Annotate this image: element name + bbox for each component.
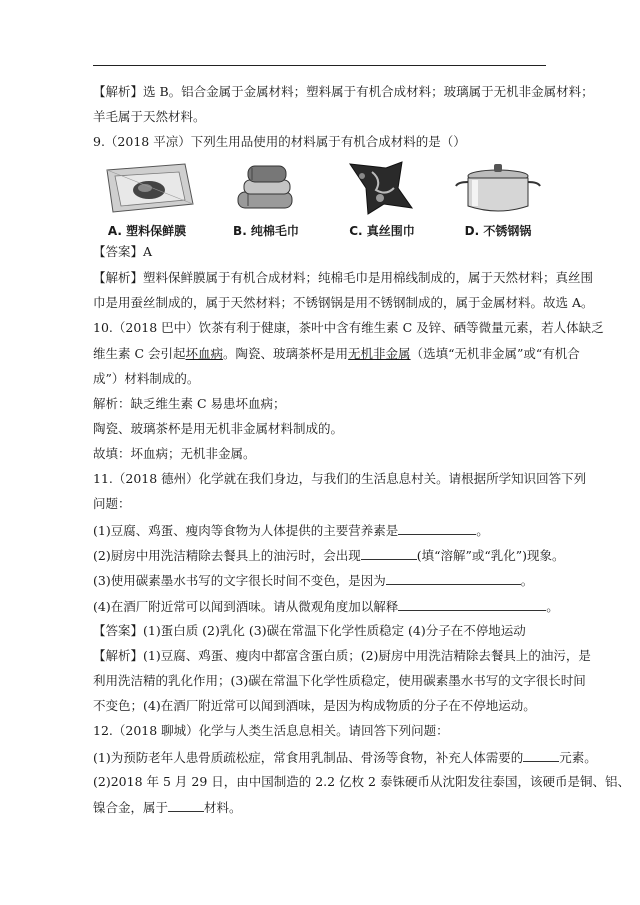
silk-scarf-icon bbox=[328, 158, 436, 220]
q10-fill-1: 坏血病 bbox=[185, 346, 224, 361]
q12-part1-end: 元素。 bbox=[559, 750, 597, 765]
q12-blank-2[interactable] bbox=[168, 799, 204, 812]
q11-analysis-2: 利用洗洁精的乳化作用；(3)碳在常温下化学性质稳定，使用碳素墨水书写的文字很长时间 bbox=[93, 673, 586, 688]
q11-part3 bbox=[93, 572, 533, 589]
q10-fill-2: 无机非金属 bbox=[348, 346, 411, 361]
q11-line1: 11.（2018 德州）化学就在我们身边，与我们的生活息息村关。请根据所学知识回答下列 bbox=[93, 471, 587, 486]
q9-option-a bbox=[93, 158, 201, 242]
cotton-towel-icon bbox=[212, 158, 320, 220]
q9-analysis-line1: 【解析】塑料保鲜膜属于有机合成材料；纯棉毛巾是用棉线制成的，属于天然材料；真丝围 bbox=[93, 270, 594, 285]
q10-analysis-2: 陶瓷、玻璃茶杯是用无机非金属材料制成的。 bbox=[93, 421, 344, 436]
analysis-8-line1: 【解析】选 B。铝合金属于金属材料；塑料属于有机合成材料；玻璃属于无机非金属材料； bbox=[93, 84, 594, 99]
q9-option-c bbox=[328, 158, 436, 242]
q9-option-b bbox=[212, 158, 320, 242]
q11-part4 bbox=[93, 598, 559, 615]
q9-stem: 9.（2018 平凉）下列生用品使用的材料属于有机合成材料的是（） bbox=[93, 134, 466, 149]
q9-option-d bbox=[444, 158, 552, 242]
q9-analysis-line2: 巾是用蚕丝制成的，属于天然材料；不锈钢锅是用不锈钢制成的，属于金属材料。故选 A。 bbox=[93, 295, 594, 310]
steel-pot-icon bbox=[444, 158, 552, 220]
q12-part2: (2)2018 年 5 月 29 日，由中国制造的 2.2 亿枚 2 泰铢硬币从沈阳发往泰国，该硬币是铜、铝、 bbox=[93, 774, 630, 789]
q12-part1-text: (1)为预防老年人患骨质疏松症，常食用乳制品、骨汤等食物，补充人体需要的 bbox=[93, 750, 524, 765]
q11-part3-end: 。 bbox=[520, 573, 534, 588]
q11-part1 bbox=[93, 522, 489, 539]
q12-part1 bbox=[93, 749, 597, 766]
q10-line2-mid: 。陶瓷、玻璃茶杯是用 bbox=[223, 346, 349, 361]
q11-blank-4[interactable] bbox=[398, 598, 546, 611]
q11-analysis-1: 【解析】(1)豆腐、鸡蛋、瘦肉中都富含蛋白质；(2)厨房中用洗洁精除去餐具上的油污，是 bbox=[93, 648, 591, 663]
q12-blank-1[interactable] bbox=[523, 749, 559, 762]
q9-option-d-label: D. 不锈钢锅 bbox=[464, 224, 532, 238]
q11-line2: 问题： bbox=[93, 496, 131, 511]
q9-answer: 【答案】A bbox=[93, 244, 153, 259]
q11-analysis-3: 不变色；(4)在酒厂附近常可以闻到酒味，是因为构成物质的分子在不停地运动。 bbox=[93, 698, 536, 713]
q10-line2 bbox=[93, 346, 580, 362]
q9-option-c-label: C. 真丝围巾 bbox=[349, 224, 415, 238]
q11-part4-text: (4)在酒厂附近常可以闻到酒味。请从微观角度加以解释 bbox=[93, 599, 399, 614]
q11-blank-3[interactable] bbox=[386, 572, 521, 585]
q11-part2 bbox=[93, 547, 565, 564]
q11-part3-text: (3)使用碳素墨水书写的文字很长时间不变色，是因为 bbox=[93, 573, 386, 588]
q11-part2-text: (2)厨房中用洗洁精除去餐具上的油污时，会出现 bbox=[93, 548, 361, 563]
q11-answer: 【答案】(1)蛋白质 (2)乳化 (3)碳在常温下化学性质稳定 (4)分子在不停地运动 bbox=[93, 623, 526, 638]
q11-part1-end: 。 bbox=[476, 523, 489, 538]
q11-part1-text: (1)豆腐、鸡蛋、瘦肉等食物为人体提供的主要营养素是 bbox=[93, 523, 399, 538]
q12-line1: 12.（2018 聊城）化学与人类生活息息相关。请回答下列问题： bbox=[93, 723, 449, 738]
q12-part3 bbox=[93, 799, 242, 816]
plastic-wrap-icon bbox=[93, 158, 201, 220]
analysis-8-line2: 羊毛属于天然材料。 bbox=[93, 109, 206, 124]
q12-part3-text: 镍合金，属于 bbox=[93, 800, 169, 815]
q12-part3-end: 材料。 bbox=[204, 800, 242, 815]
q11-blank-1[interactable] bbox=[398, 522, 476, 535]
q11-part2-end: (填“溶解”或“乳化”)现象。 bbox=[416, 548, 565, 563]
q9-option-a-label: A. 塑料保鲜膜 bbox=[107, 224, 187, 238]
q11-blank-2[interactable] bbox=[361, 547, 417, 560]
header-rule bbox=[93, 65, 546, 66]
q10-line2-end: （选填“无机非金属”或“有机合 bbox=[410, 346, 580, 361]
q10-analysis-1: 解析：缺乏维生素 C 易患坏血病； bbox=[93, 396, 286, 411]
q9-option-b-label: B. 纯棉毛巾 bbox=[233, 224, 299, 238]
q10-line1: 10.（2018 巴中）饮茶有利于健康，茶叶中含有维生素 C 及锌、硒等微量元素，若人体缺乏 bbox=[93, 320, 604, 335]
q10-line3: 成”）材料制成的。 bbox=[93, 371, 200, 386]
q11-part4-end: 。 bbox=[546, 599, 559, 614]
q10-analysis-3: 故填：坏血病；无机非金属。 bbox=[93, 446, 256, 461]
q10-line2-start: 维生素 C 会引起 bbox=[93, 346, 186, 361]
